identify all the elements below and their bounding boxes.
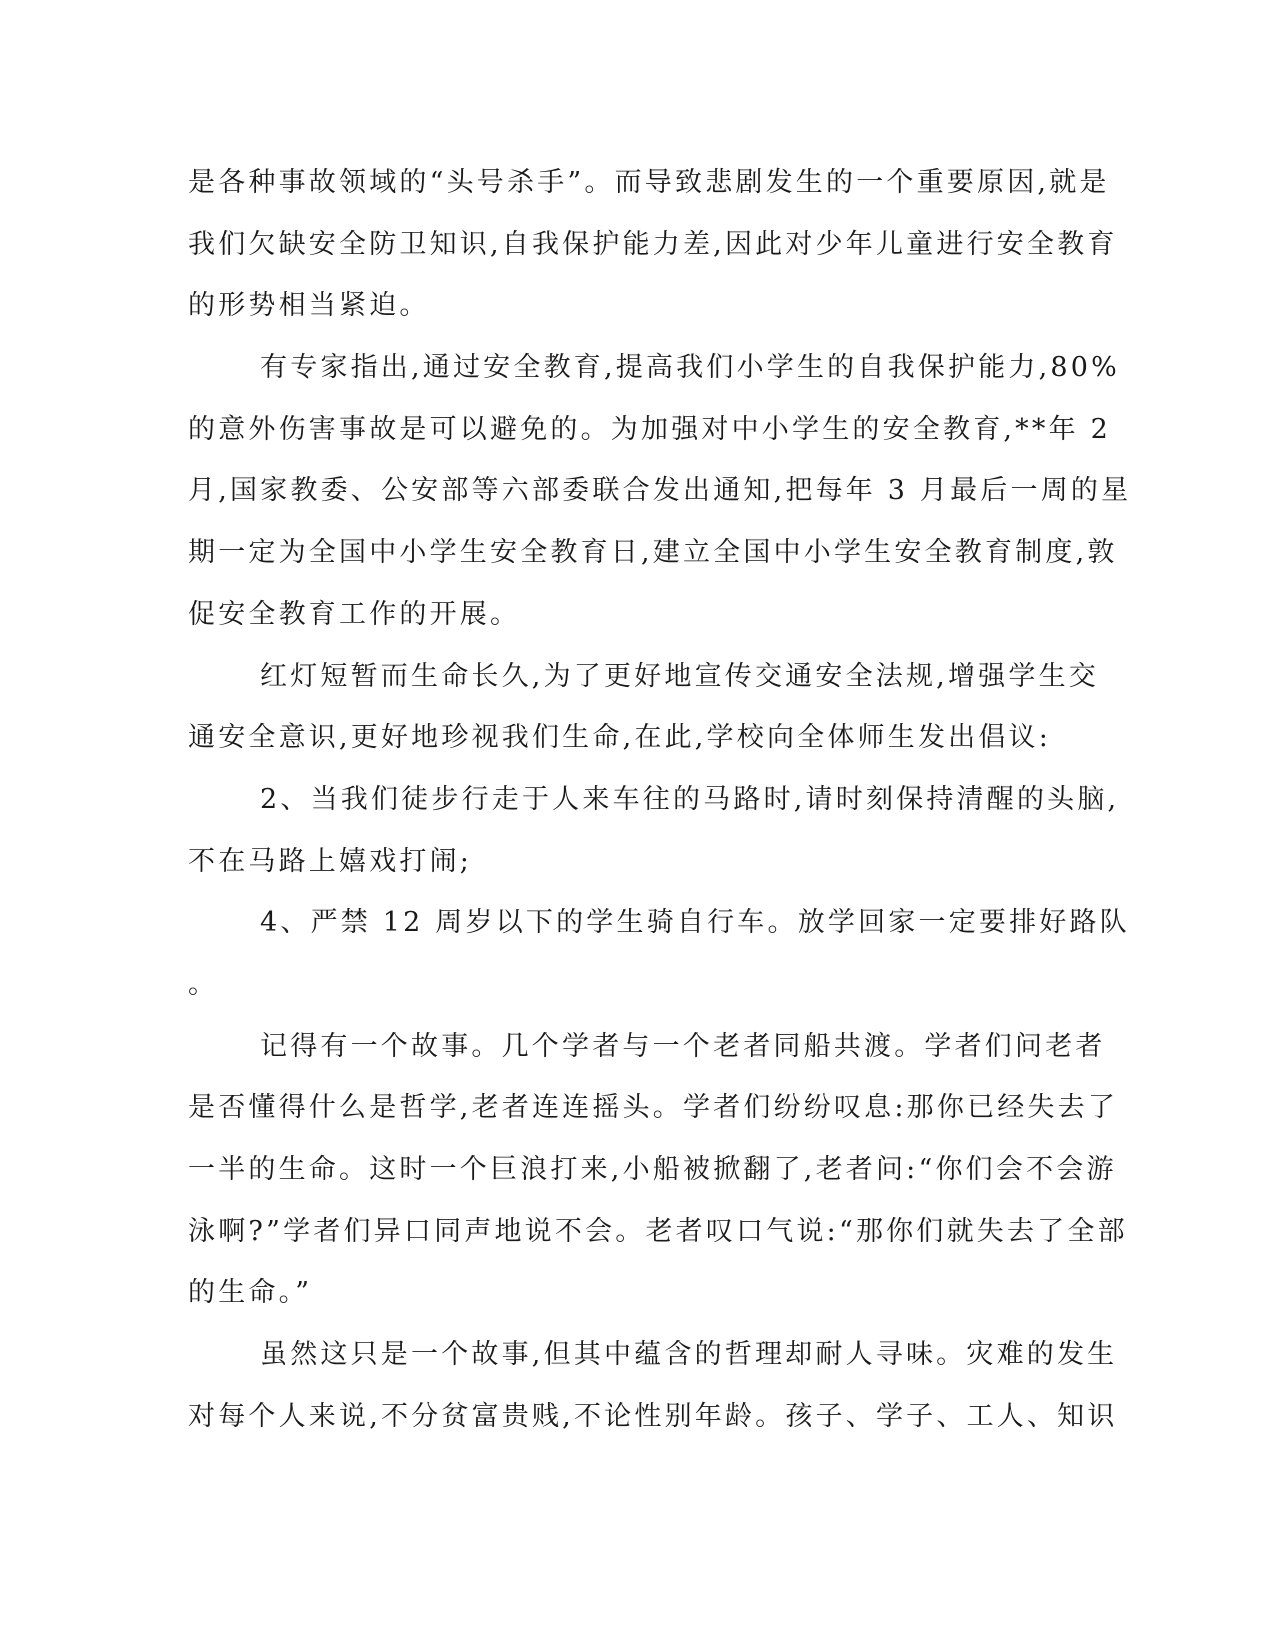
text-line: 一半的生命。这时一个巨浪打来,小船被掀翻了,老者问:“你们会不会游 [188,1154,1117,1185]
text-line: 的意外伤害事故是可以避免的。为加强对中小学生的安全教育,**年 2 [188,413,1111,445]
text-line: 我们欠缺安全防卫知识,自我保护能力差,因此对少年儿童进行安全教育 [188,228,1118,260]
text-line: 期一定为全国中小学生安全教育日,建立全国中小学生安全教育制度,敦 [188,537,1118,569]
paragraph-first-line: 红灯短暂而生命长久,为了更好地宣传交通安全法规,增强学生交 [260,660,1099,692]
text-line: 是各种事故领域的“头号杀手”。而导致悲剧发生的一个重要原因,就是 [188,167,1110,198]
text-line: 不在马路上嬉戏打闹; [188,845,473,877]
paragraph-first-line: 有专家指出,通过安全教育,提高我们小学生的自我保护能力,80% [260,352,1120,384]
text-line: 的生命。” [188,1277,313,1309]
text-line: 泳啊?”学者们异口同声地说不会。老者叹口气说:“那你们就失去了全部 [188,1215,1128,1247]
paragraph-first-line: 虽然这只是一个故事,但其中蕴含的哲理却耐人寻味。灾难的发生 [260,1339,1118,1371]
paragraph-first-line: 4、严禁 12 周岁以下的学生骑自行车。放学回家一定要排好路队 [260,907,1130,939]
paragraph-first-line: 2、当我们徒步行走于人来车往的马路时,请时刻保持清醒的头脑, [260,783,1120,815]
text-line: 。 [188,968,219,1000]
text-line: 月,国家教委、公安部等六部委联合发出通知,把每年 3 月最后一周的星 [188,475,1132,507]
text-line: 促安全教育工作的开展。 [188,598,521,630]
text-line: 对每个人来说,不分贫富贵贱,不论性别年龄。孩子、学子、工人、知识 [188,1400,1118,1432]
text-line: 是否懂得什么是哲学,老者连连摇头。学者们纷纷叹息:那你已经失去了 [188,1092,1119,1124]
document-body [188,152,1132,1447]
paragraph-first-line: 记得有一个故事。几个学者与一个老者同船共渡。学者们问老者 [260,1030,1106,1062]
text-line: 的形势相当紧迫。 [188,290,430,322]
text-line: 通安全意识,更好地珍视我们生命,在此,学校向全体师生发出倡议: [188,722,1052,754]
